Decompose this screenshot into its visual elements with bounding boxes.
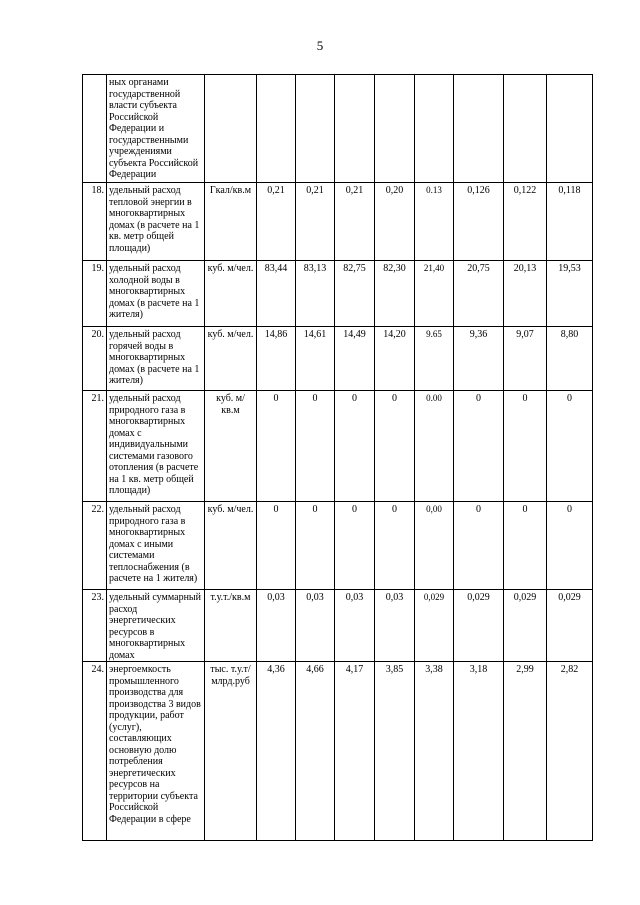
table-row xyxy=(83,183,593,261)
value-cell: 0 xyxy=(547,502,593,590)
value-cell: 19,53 xyxy=(547,261,593,327)
value-cell: 0,126 xyxy=(454,183,504,261)
value-cell: 2,99 xyxy=(504,662,547,841)
indicator-name: удельный суммарный расход энергетических ресурсов в многоквартирных домах xyxy=(107,590,205,662)
value-cell: 82,30 xyxy=(375,261,415,327)
value-cell: 0 xyxy=(296,502,335,590)
value-cell: 0.13 xyxy=(415,183,454,261)
value-cell: 3,38 xyxy=(415,662,454,841)
indicator-name: удельный расход природного газа в многоквартирных домах с иными системами теплоснабжения (в расчете на 1 жителя) xyxy=(107,502,205,590)
table-row xyxy=(83,590,593,662)
value-cell: 0 xyxy=(454,391,504,502)
value-cell: 3,85 xyxy=(375,662,415,841)
value-cell: 14,20 xyxy=(375,327,415,391)
unit: тыс. т.у.т/млрд.руб xyxy=(205,662,257,841)
page-number: 5 xyxy=(316,38,324,53)
table-row-continued xyxy=(83,75,593,183)
unit: куб. м/чел. xyxy=(205,327,257,391)
row-number: 20. xyxy=(83,327,107,391)
indicator-name: удельный расход природного газа в многоквартирных домах с индивидуальными системами газового отопления (в расчете на 1 кв. метр общей площади) xyxy=(107,391,205,502)
value-cell: 0 xyxy=(375,391,415,502)
table-row xyxy=(83,391,593,502)
unit: куб. м/кв.м xyxy=(205,391,257,502)
row-number: 24. xyxy=(83,662,107,841)
value-cell: 0 xyxy=(547,391,593,502)
value-cell: 0 xyxy=(335,502,375,590)
value-cell: 0,00 xyxy=(415,502,454,590)
indicator-name: удельный расход горячей воды в многоквартирных домах (в расчете на 1 жителя) xyxy=(107,327,205,391)
value-cell: 0 xyxy=(504,502,547,590)
indicator-name: удельный расход тепловой энергии в многоквартирных домах (в расчете на 1 кв. метр общей площади) xyxy=(107,183,205,261)
value-cell: 0.00 xyxy=(415,391,454,502)
value-cell: 0 xyxy=(504,391,547,502)
value-cell: 9.65 xyxy=(415,327,454,391)
value-cell: 9,36 xyxy=(454,327,504,391)
unit: т.у.т./кв.м xyxy=(205,590,257,662)
value-cell: 0,029 xyxy=(504,590,547,662)
value-cell: 0 xyxy=(257,391,296,502)
table-row xyxy=(83,502,593,590)
row-number: 18. xyxy=(83,183,107,261)
table-row xyxy=(83,662,593,841)
value-cell: 0,21 xyxy=(335,183,375,261)
table-row xyxy=(83,327,593,391)
value-cell: 4,36 xyxy=(257,662,296,841)
table-row xyxy=(83,261,593,327)
value-cell: 2,82 xyxy=(547,662,593,841)
row-number: 19. xyxy=(83,261,107,327)
value-cell: 0,21 xyxy=(257,183,296,261)
value-cell: 0 xyxy=(296,391,335,502)
value-cell: 0,029 xyxy=(454,590,504,662)
value-cell: 4,66 xyxy=(296,662,335,841)
value-cell: 0,122 xyxy=(504,183,547,261)
row-number: 22. xyxy=(83,502,107,590)
value-cell: 0 xyxy=(257,502,296,590)
value-cell: 0,029 xyxy=(547,590,593,662)
row-number: 23. xyxy=(83,590,107,662)
value-cell: 0 xyxy=(454,502,504,590)
value-cell: 14,49 xyxy=(335,327,375,391)
unit: Гкал/кв.м xyxy=(205,183,257,261)
value-cell: 83,44 xyxy=(257,261,296,327)
value-cell: 0,029 xyxy=(415,590,454,662)
unit: куб. м/чел. xyxy=(205,261,257,327)
value-cell: 0,03 xyxy=(257,590,296,662)
indicators-table xyxy=(82,74,593,841)
value-cell: 20,13 xyxy=(504,261,547,327)
row-number-cell xyxy=(83,75,107,183)
value-cell: 0,20 xyxy=(375,183,415,261)
indicator-name: удельный расход холодной воды в многоквартирных домах (в расчете на 1 жителя) xyxy=(107,261,205,327)
value-cell: 20,75 xyxy=(454,261,504,327)
value-cell: 83,13 xyxy=(296,261,335,327)
row-number: 21. xyxy=(83,391,107,502)
value-cell: 0,21 xyxy=(296,183,335,261)
value-cell: 21,40 xyxy=(415,261,454,327)
value-cell: 0 xyxy=(335,391,375,502)
unit-cell xyxy=(205,75,257,183)
value-cell: 0,03 xyxy=(296,590,335,662)
value-cell: 14,86 xyxy=(257,327,296,391)
value-cell: 0,03 xyxy=(335,590,375,662)
value-cell: 4,17 xyxy=(335,662,375,841)
unit: куб. м/чел. xyxy=(205,502,257,590)
value-cell: 14,61 xyxy=(296,327,335,391)
value-cell: 0 xyxy=(375,502,415,590)
value-cell: 82,75 xyxy=(335,261,375,327)
indicator-name: ных органами государственной власти субъекта Российской Федерации и государственными учреждениями субъекта Российской Федерации xyxy=(107,75,205,183)
indicator-name: энергоемкость промышленного производства для производства 3 видов продукции, работ (услуг), составляющих основную долю потребления энергетических ресурсов на территории субъекта Российской Федерации в сфере xyxy=(107,662,205,841)
value-cell: 3,18 xyxy=(454,662,504,841)
value-cell: 9,07 xyxy=(504,327,547,391)
value-cell: 0,03 xyxy=(375,590,415,662)
value-cell: 0,118 xyxy=(547,183,593,261)
value-cell: 8,80 xyxy=(547,327,593,391)
